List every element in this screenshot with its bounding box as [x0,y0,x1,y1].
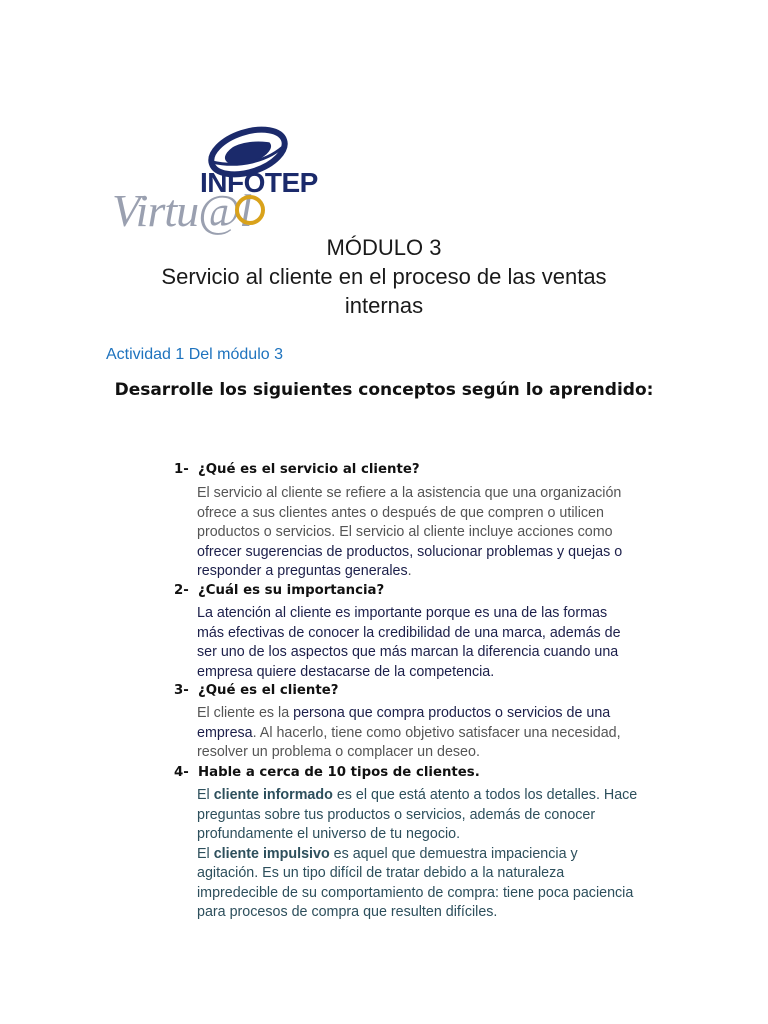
question-text: ¿Qué es el cliente? [198,683,339,698]
module-title: MÓDULO 3 [326,235,442,260]
answer-line: El servicio al cliente se refiere a la asistencia que una organización [197,485,622,501]
question-text: Hable a cerca de 10 tipos de clientes. [198,765,480,780]
module-subtitle-line1: Servicio al cliente en el proceso de las ventas [161,264,607,289]
logo-script-text: Virtu@l [112,185,252,236]
question-3 [174,683,338,698]
answer-line: más efectivas de conocer la credibilidad de una marca, además de [197,624,621,641]
answer-line [197,604,667,624]
question-number: 4- [174,765,189,780]
answer-text: empresa [197,724,253,741]
question-text: ¿Qué es el servicio al cliente? [198,462,420,477]
answer-text: . [407,563,412,579]
answer-line: agitación. Es un tipo difícil de tratar debido a la naturaleza [197,865,565,881]
answer-line: ofrecer sugerencias de productos, solucionar problemas y quejas o [197,543,623,560]
answer-line [197,786,667,806]
answer-4 [197,786,667,923]
answer-line: productos o servicios. El servicio al cliente incluye acciones como [197,524,613,540]
answer-text: responder a preguntas generales [197,563,408,579]
answer-line [197,724,667,744]
answer-text: persona que compra productos o servicios de una [293,705,611,721]
logo-brand-text: INFOTEP [200,167,318,198]
answer-line [197,845,667,865]
answer-line: para procesos de compra que resulten difíciles. [197,904,498,920]
answer-1 [197,484,667,582]
answer-text: El [197,845,214,862]
answer-line [197,704,667,724]
answer-line: resolver un problema o complacer un deseo. [197,744,480,760]
answer-text: La atención al cliente es importante porque [197,605,475,621]
answer-text: . Al hacerlo, tiene como objetivo satisfacer una necesidad, [252,724,621,741]
answer-text: es el que está atento a todos los detalles. Hace [332,787,638,803]
question-text: ¿Cuál es su importancia? [198,583,385,598]
answer-text: es una de las formas [474,605,608,621]
answer-line [197,562,667,582]
infotep-virtual-logo [108,122,318,236]
question-number: 1- [174,462,189,477]
answer-2 [197,604,667,682]
answer-line: ofrece a sus clientes antes o después de que compren o utilicen [197,504,604,521]
question-number: 3- [174,683,189,698]
client-type-term: cliente impulsivo [213,845,330,862]
question-number: 2- [174,583,189,598]
module-subtitle-line2: internas [344,293,424,318]
answer-text: El [197,787,214,803]
answer-line: ser uno de los aspectos que más marcan la diferencia cuando una [197,644,619,660]
answer-line: profundamente el universo de tu negocio. [197,826,461,842]
answer-line: empresa quiere destacarse de la competencia. [197,663,495,680]
answer-3 [197,704,667,763]
answer-line: impredecible de su comportamiento de compra: tiene poca paciencia [197,884,634,901]
question-4 [174,765,480,780]
client-type-term: cliente informado [213,787,333,803]
answer-line: preguntas sobre tus productos o servicios, además de conocer [197,806,596,823]
question-2 [174,583,384,598]
answer-text: El cliente es la [197,705,294,721]
activity-heading: Actividad 1 Del módulo 3 [106,346,283,363]
question-1 [174,462,420,477]
answer-text: es aquel que demuestra impaciencia y [329,845,578,862]
instruction-heading: Desarrolle los siguientes conceptos según lo aprendido: [114,380,654,400]
